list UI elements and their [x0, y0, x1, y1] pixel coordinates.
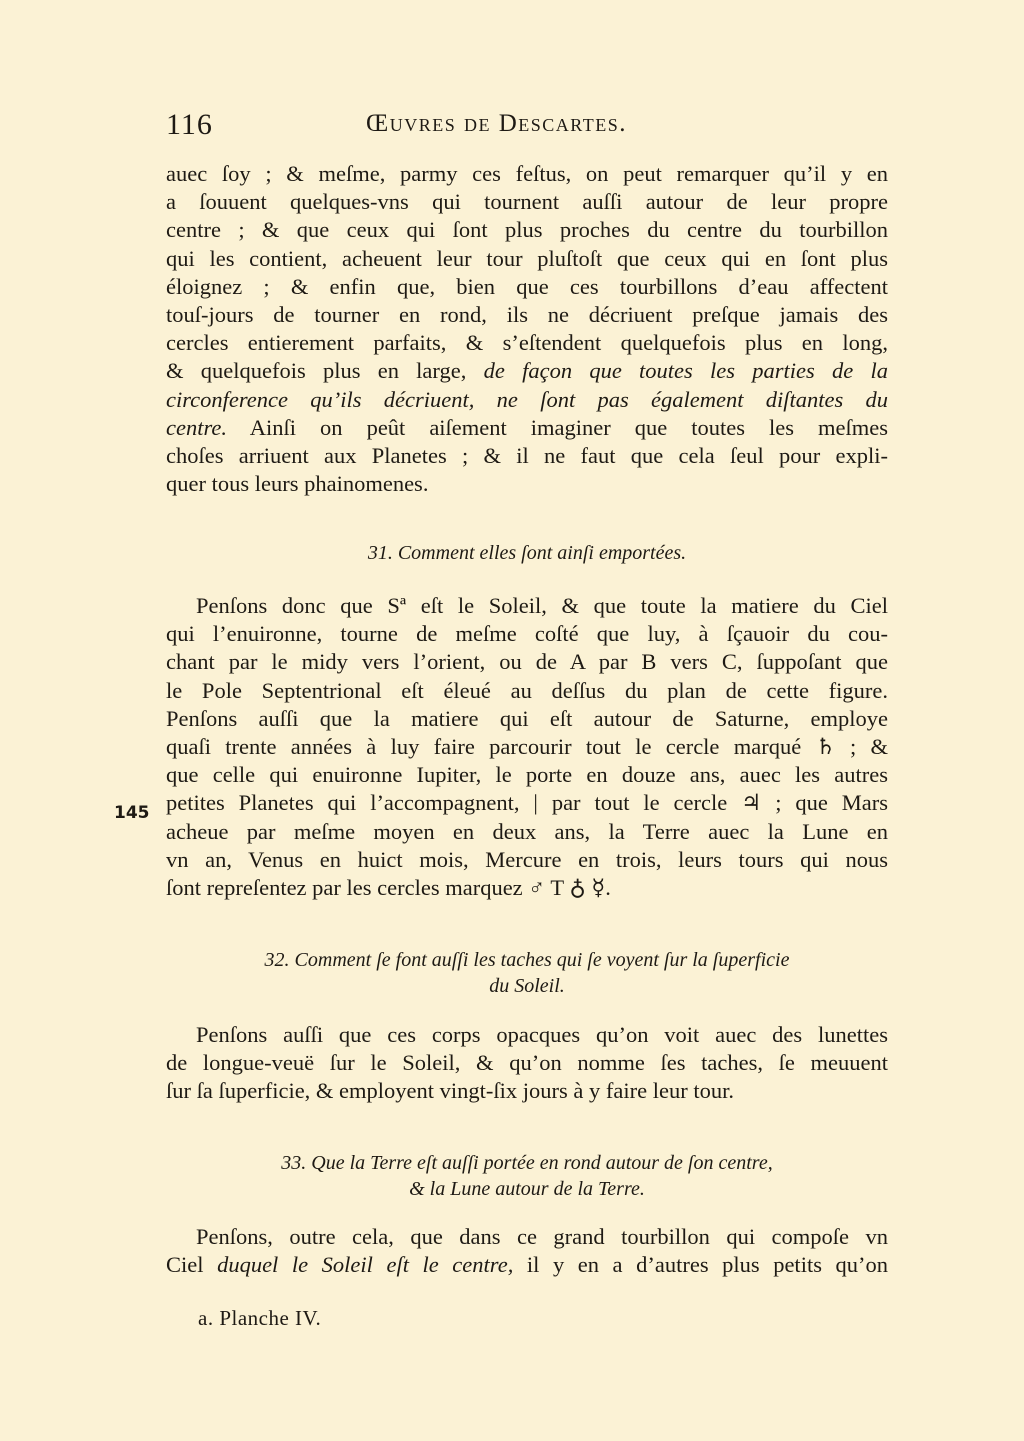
text-line: Penſons donc que Sª eſt le Soleil, & que toute la matiere du Ciel — [196, 593, 888, 618]
text-line — [166, 414, 888, 442]
text-run: Ainſi on peût aiſement imaginer que toutes les meſmes — [249, 414, 888, 440]
heading-line: du Soleil. — [489, 975, 565, 997]
paragraph-33 — [166, 1223, 888, 1279]
text-line: quaſi trente années à luy faire parcourir tout le cercle marqué ♄ ; & — [166, 733, 888, 759]
page-number: 116 — [166, 108, 213, 141]
text-line: touſ-jours de tourner en rond, ils ne décriuent preſque jamais des — [166, 301, 888, 327]
heading-line: 32. Comment ſe font auſſi les taches qui ſe voyent ſur la ſuperficie — [264, 949, 790, 971]
section-heading-32 — [166, 947, 888, 999]
italic-run: centre. — [166, 414, 228, 440]
heading-line: & la Lune autour de la Terre. — [409, 1178, 645, 1200]
paragraph-32 — [166, 1021, 888, 1106]
heading-line: 33. Que la Terre eſt auſſi portée en rond autour de ſon centre, — [281, 1152, 773, 1174]
text-line: le Pole Septentrional eſt éleué au deſſus du plan de cette figure. — [166, 677, 888, 703]
text-line: circonference qu’ils décriuent, ne ſont pas également diſtantes du — [166, 386, 888, 412]
italic-run: duquel le Soleil eſt le centre, — [217, 1252, 514, 1278]
text-line: qui l’enuironne, tourne de meſme coſté que luy, à ſçauoir du cou- — [166, 621, 888, 647]
text-line: ſont repreſentez par les cercles marquez ♂ T ♁ ☿. — [166, 874, 611, 900]
text-line: quer tous leurs phainomenes. — [166, 471, 429, 497]
text-line: que celle qui enuironne Iupiter, le porte en douze ans, auec les autres — [166, 762, 888, 788]
margin-page-reference: 145 — [114, 803, 150, 823]
text-run: Ciel — [166, 1252, 204, 1278]
text-line: acheue par meſme moyen en deux ans, la Terre auec la Lune en — [166, 818, 888, 844]
text-line: Penſons, outre cela, que dans ce grand tourbillon qui compoſe vn — [196, 1224, 888, 1249]
text-line: éloignez ; & enfin que, bien que ces tourbillons d’eau affectent — [166, 273, 888, 299]
text-line: vn an, Venus en huict mois, Mercure en trois, leurs tours qui nous — [166, 846, 888, 872]
paragraph-31 — [166, 592, 888, 902]
text-line: de longue-veuë ſur le Soleil, & qu’on nomme ſes taches, ſe meuuent — [166, 1050, 888, 1076]
footnote: a. Planche IV. — [198, 1306, 322, 1330]
text-line: petites Planetes qui l’accompagnent, | par tout le cercle ♃ ; que Mars — [166, 790, 888, 816]
text-line: centre ; & que ceux qui ſont plus proches du centre du tourbillon — [166, 217, 888, 243]
text-line: auec ſoy ; & meſme, parmy ces feſtus, on peut remarquer qu’il y en — [166, 161, 888, 186]
running-title: Œuvres de Descartes. — [366, 110, 627, 137]
text-line: a ſouuent quelques-vns qui tournent auſſi autour de leur propre — [166, 189, 888, 215]
italic-run: de façon que toutes les parties de la — [483, 358, 889, 384]
text-line: Penſons auſſi que la matiere qui eſt autour de Saturne, employe — [166, 705, 888, 731]
section-heading-33 — [166, 1150, 888, 1202]
text-run: & quelquefois plus en large, — [166, 358, 467, 384]
running-head — [166, 108, 688, 148]
text-line: chant par le midy vers l’orient, ou de A par B vers C, ſuppoſant que — [166, 649, 888, 675]
text-line — [166, 357, 888, 385]
text-run: il y en a d’autres plus petits qu’on — [526, 1252, 889, 1278]
text-line: choſes arriuent aux Planetes ; & il ne faut que cela ſeul pour expli- — [166, 442, 888, 468]
text-line: ſur ſa ſuperficie, & employent vingt-ſix jours à y faire leur tour. — [166, 1078, 734, 1104]
text-line: cercles entierement parfaits, & s’eſtendent quelquefois plus en long, — [166, 330, 888, 356]
text-line — [166, 1251, 888, 1279]
text-line: Penſons auſſi que ces corps opacques qu’on voit auec des lunettes — [196, 1022, 888, 1047]
paragraph-30-continuation — [166, 160, 888, 498]
heading-line: 31. Comment elles ſont ainſi emportées. — [367, 542, 687, 564]
text-line: qui les contient, acheuent leur tour pluſtoſt que ceux qui en ſont plus — [166, 245, 888, 271]
section-heading-31 — [166, 540, 888, 566]
